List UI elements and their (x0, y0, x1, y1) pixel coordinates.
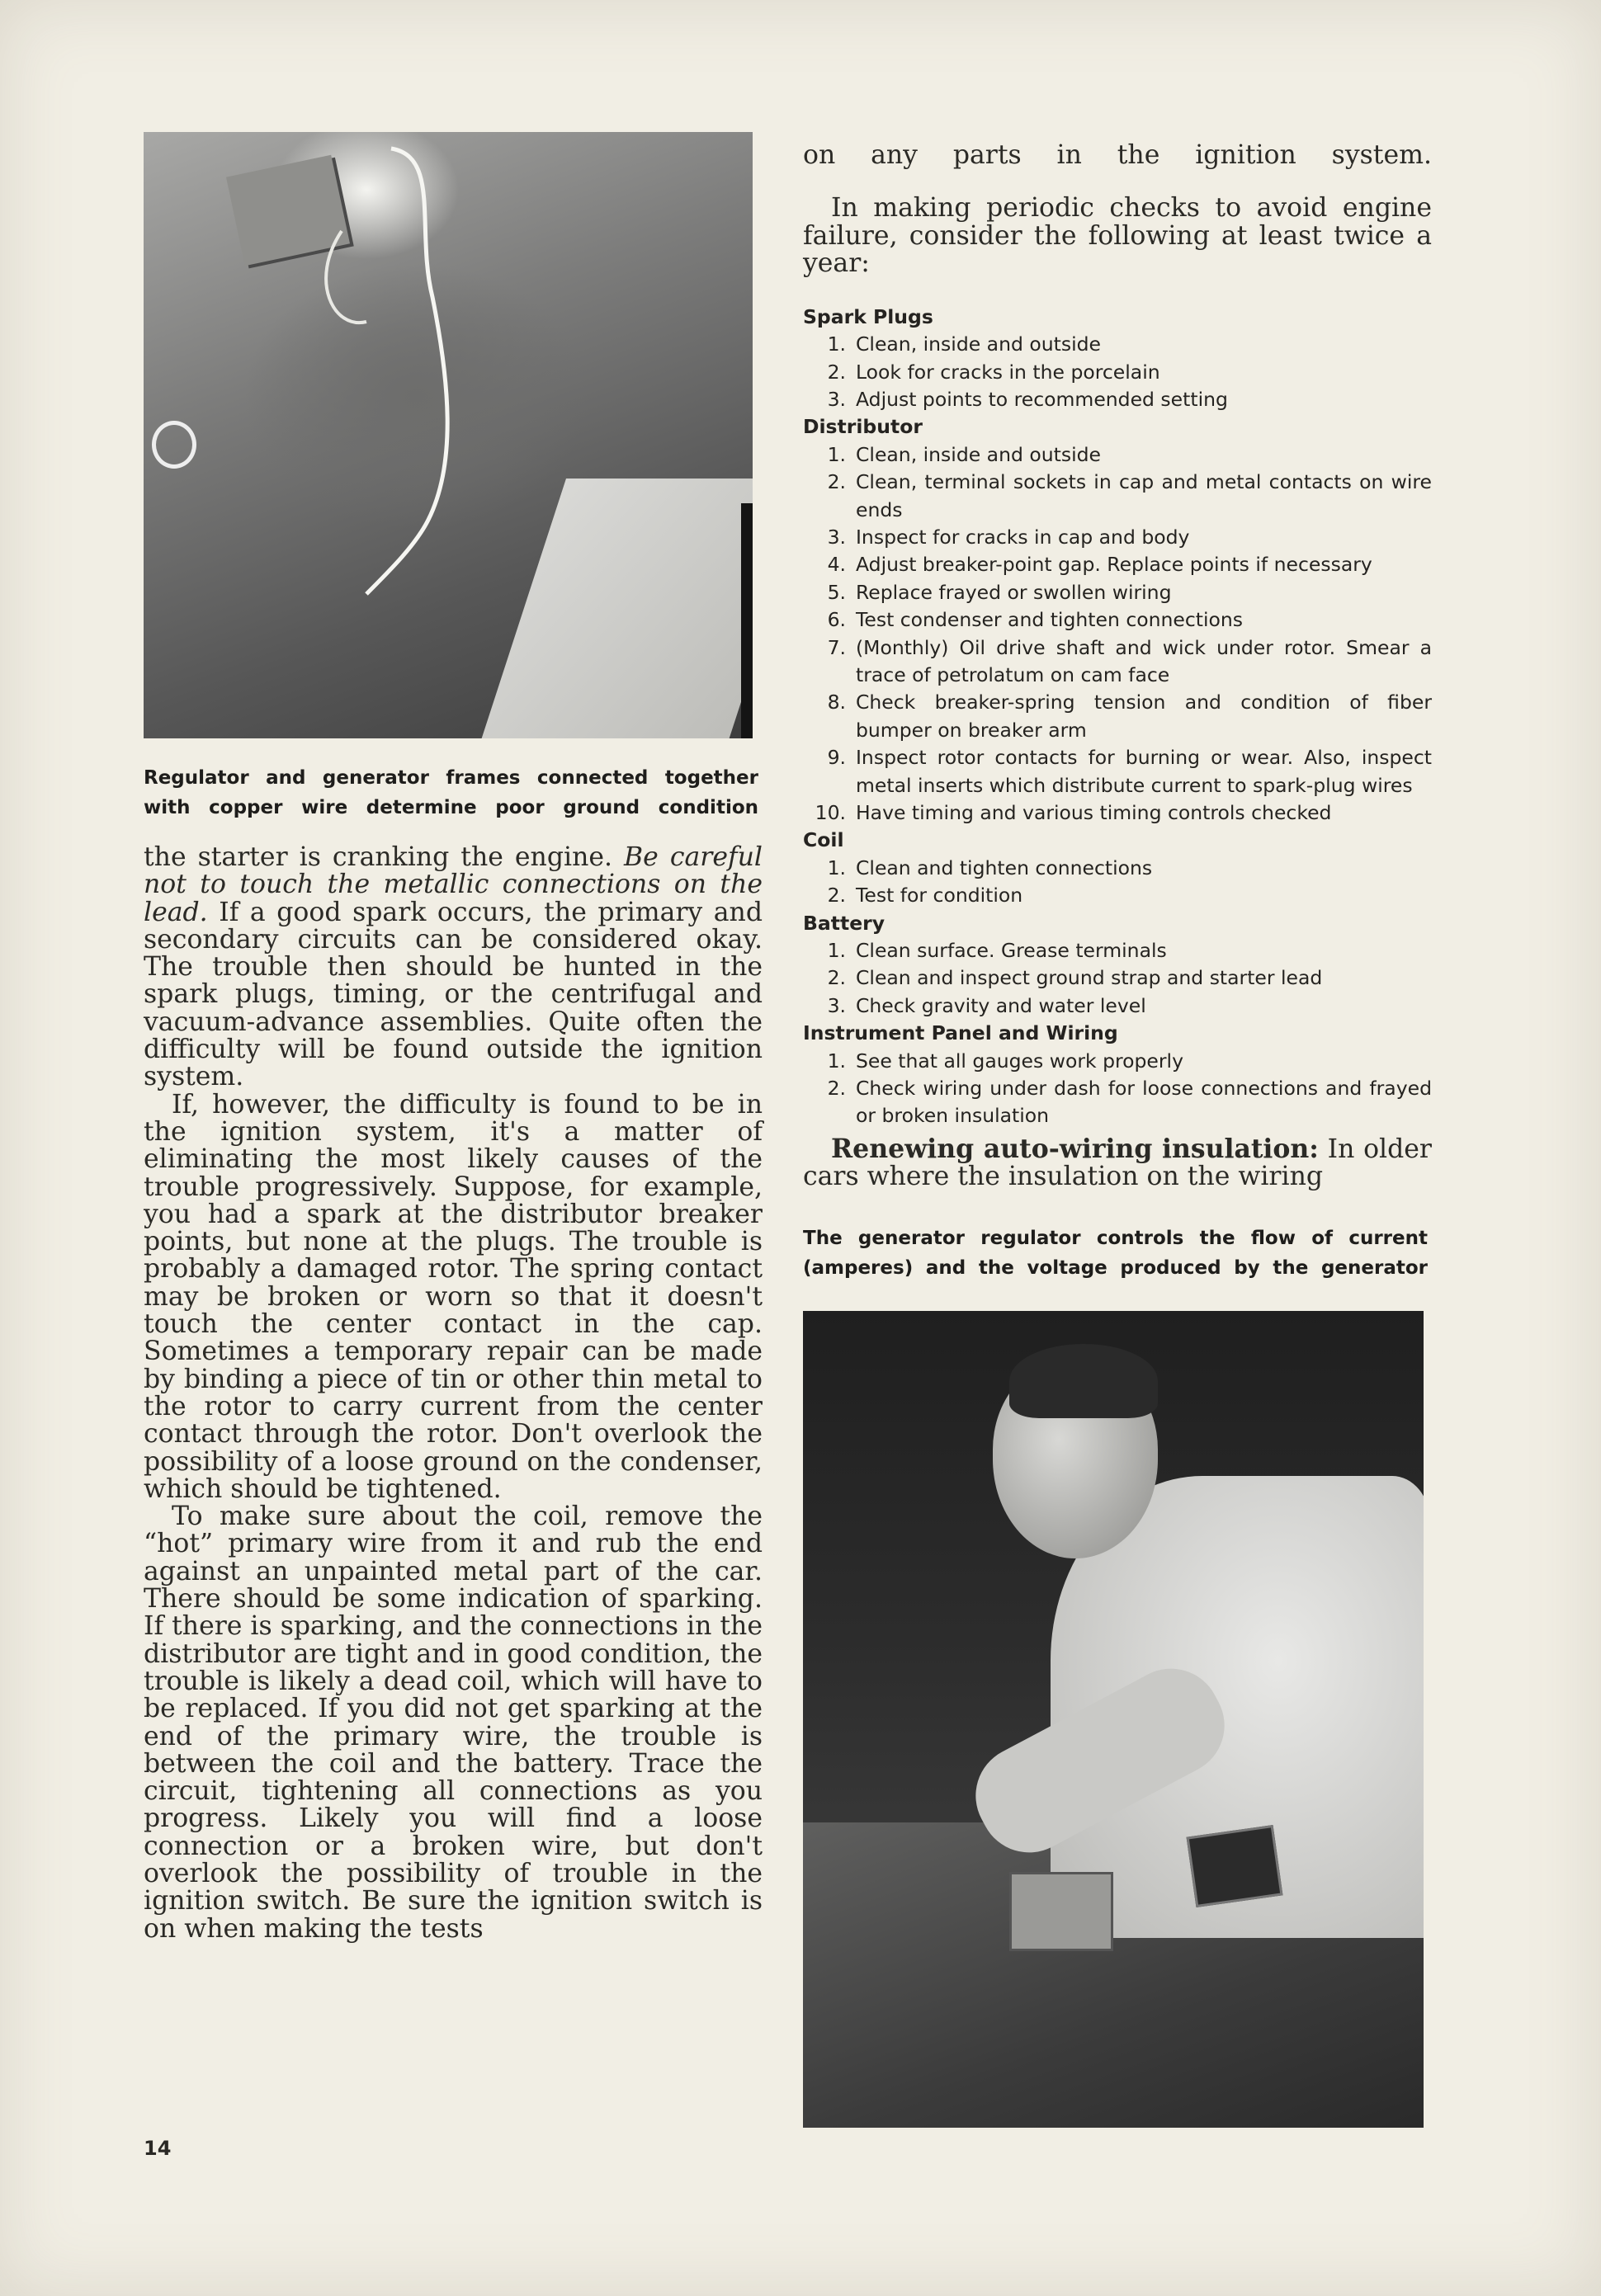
checklist-heading: Distributor (803, 415, 923, 439)
checklist-item (803, 1048, 1432, 1075)
checklist-item (803, 331, 1432, 358)
checklist-item (803, 469, 1432, 524)
mechanic-photo (803, 1311, 1424, 2128)
checklist-item (803, 799, 1432, 827)
checklist-item (803, 524, 1432, 551)
checklist-item-text: Clean and tighten connections (856, 856, 1153, 879)
checklist-heading: Battery (803, 911, 886, 935)
checklist-item-number: 3. (827, 525, 846, 549)
figure2-caption-line: (amperes) and the voltage produced by the generator (803, 1257, 1428, 1280)
checklist-item-text: See that all gauges work properly (856, 1049, 1183, 1073)
checklist-item (803, 689, 1432, 744)
checklist-heading: Coil (803, 828, 844, 852)
checklist-item-text: (Monthly) Oil drive shaft and wick under rotor. Smear a trace of petrolatum on cam face (856, 635, 1432, 686)
right-intro (803, 139, 1432, 278)
checklist-item-number: 2. (827, 360, 846, 384)
checklist-item-text: Clean, inside and outside (856, 332, 1101, 356)
page-number: 14 (144, 2137, 172, 2160)
checklist-item-number: 4. (827, 553, 846, 577)
checklist-heading: Spark Plugs (803, 304, 933, 328)
paragraph-text: In older cars where the insulation on the wiring (803, 1134, 1432, 1192)
photo-generator-unit (1009, 1872, 1113, 1951)
checklist-item (803, 882, 1432, 909)
photo-regulator-box (1187, 1826, 1283, 1908)
checklist-item (803, 937, 1432, 964)
checklist-item-number: 9. (827, 746, 846, 770)
checklist-item (803, 992, 1432, 1020)
checklist-item-text: Clean, terminal sockets in cap and metal contacts on wire ends (856, 470, 1432, 521)
paragraph (803, 1135, 1432, 1191)
checklist-item-number: 5. (827, 580, 846, 604)
checklist-item-number: 2. (827, 884, 846, 908)
checklist-item-number: 3. (827, 387, 846, 411)
paragraph (144, 844, 763, 1091)
figure2-caption (803, 1223, 1428, 1283)
paragraph: on any parts in the ignition system. (803, 139, 1432, 170)
checklist-item-text: Clean, inside and outside (856, 442, 1101, 466)
photo-mechanic-hair (1009, 1344, 1158, 1418)
checklist-item-number: 1. (827, 1049, 846, 1073)
checklist-item (803, 964, 1432, 992)
checklist-item-text: Inspect for cracks in cap and body (856, 525, 1190, 549)
paragraph: In making periodic checks to avoid engine failure, consider the following at least twice a year: (803, 193, 1432, 278)
checklist-item-text: Check wiring under dash for loose connections and frayed or broken insulation (856, 1077, 1432, 1128)
checklist-item-text: Clean and inspect ground strap and starter lead (856, 966, 1323, 990)
checklist-item (803, 855, 1432, 882)
figure2-caption-line: The generator regulator controls the flow of current (803, 1228, 1428, 1250)
checklist-item-number: 6. (827, 608, 846, 632)
figure1-caption (144, 763, 758, 823)
left-column (144, 132, 763, 1943)
checklist-item-number: 3. (827, 993, 846, 1017)
checklist-item (803, 386, 1432, 413)
maintenance-checklist (803, 304, 1432, 1130)
checklist-item-number: 7. (827, 635, 846, 659)
checklist-item (803, 744, 1432, 799)
checklist-item-number: 1. (827, 332, 846, 356)
checklist-item-text: Have timing and various timing controls checked (856, 801, 1332, 824)
left-body-text (144, 844, 763, 1943)
paragraph-lead: Renewing auto-wiring insulation: (831, 1133, 1319, 1164)
checklist-item-text: Adjust breaker-point gap. Replace points if necessary (856, 553, 1372, 577)
figure1-caption-line: Regulator and generator frames connected together (144, 767, 758, 789)
checklist-item-text: Look for cracks in the porcelain (856, 360, 1160, 384)
checklist-item-text: Check breaker-spring tension and condition of fiber bumper on breaker arm (856, 691, 1432, 742)
paragraph-text: If a good spark occurs, the primary and secondary circuits can be considered okay. The trouble then should be hunted in the spark plugs, timing, or the centrifugal and vacuum-advance assemblies. Quite often the difficulty will be found outside the ignition system. (144, 897, 763, 1092)
checklist-item-number: 1. (827, 442, 846, 466)
figure1-caption-line: with copper wire determine poor ground condition (144, 797, 758, 818)
checklist-item-number: 1. (827, 939, 846, 963)
checklist-item (803, 634, 1432, 690)
checklist-item-text: Check gravity and water level (856, 993, 1146, 1017)
checklist-item-number: 10. (815, 801, 846, 824)
checklist-item (803, 606, 1432, 634)
checklist-item-text: Test for condition (856, 884, 1023, 908)
right-column (803, 116, 1432, 2128)
checklist-heading: Instrument Panel and Wiring (803, 1021, 1118, 1045)
checklist-item (803, 551, 1432, 578)
checklist-item-text: Test condenser and tighten connections (856, 608, 1244, 632)
checklist-item-text: Adjust points to recommended setting (856, 387, 1228, 411)
paragraph-italic: Be careful not to touch the metallic connections on the lead. (144, 842, 763, 927)
checklist-item (803, 441, 1432, 469)
checklist-item-text: Replace frayed or swollen wiring (856, 580, 1172, 604)
checklist-item-number: 8. (827, 691, 846, 714)
checklist-item-text: Clean surface. Grease terminals (856, 939, 1167, 963)
checklist-item-number: 1. (827, 856, 846, 879)
checklist-item-number: 2. (827, 1077, 846, 1101)
checklist-item-number: 2. (827, 470, 846, 494)
checklist-item (803, 1075, 1432, 1130)
checklist-item (803, 359, 1432, 386)
checklist-item-number: 2. (827, 966, 846, 990)
checklist-item (803, 579, 1432, 606)
paragraph: If, however, the difficulty is found to be in the ignition system, it's a matter of eliminating the most likely causes of the trouble progressively. Suppose, for example, you had a spark at the distributor breaker points, but none at the plugs. The trouble is probably a damaged rotor. The spring contact may be broken or worn so that it doesn't touch the center contact in the cap. Sometimes a temporary repair can be made by binding a piece of tin or other thin metal to the rotor to carry current from the center contact through the rotor. Don't overlook the possibility of a loose ground on the condenser, which should be tightened. (144, 1089, 763, 1504)
regulator-generator-photo (144, 132, 753, 738)
paragraph-text: the starter is cranking the engine. (144, 842, 625, 872)
photo-copper-wire (144, 132, 753, 738)
paragraph: To make sure about the coil, remove the “hot” primary wire from it and rub the end against an unpainted metal part of the car. There should be some indication of sparking. If there is sparking, and the connections in the distributor are tight and in good condition, the trouble is likely a dead coil, which will have to be replaced. If you did not get sparking at the end of the primary wire, the trouble is between the coil and the battery. Trace the circuit, tightening all connections as you progress. Likely you will find a loose connection or a broken wire, but don't overlook the possibility of trouble in the ignition switch. Be sure the ignition switch is on when making the tests (144, 1502, 763, 1944)
checklist-item-text: Inspect rotor contacts for burning or wear. Also, inspect metal inserts which distribute current to spark-plug wires (856, 746, 1432, 797)
